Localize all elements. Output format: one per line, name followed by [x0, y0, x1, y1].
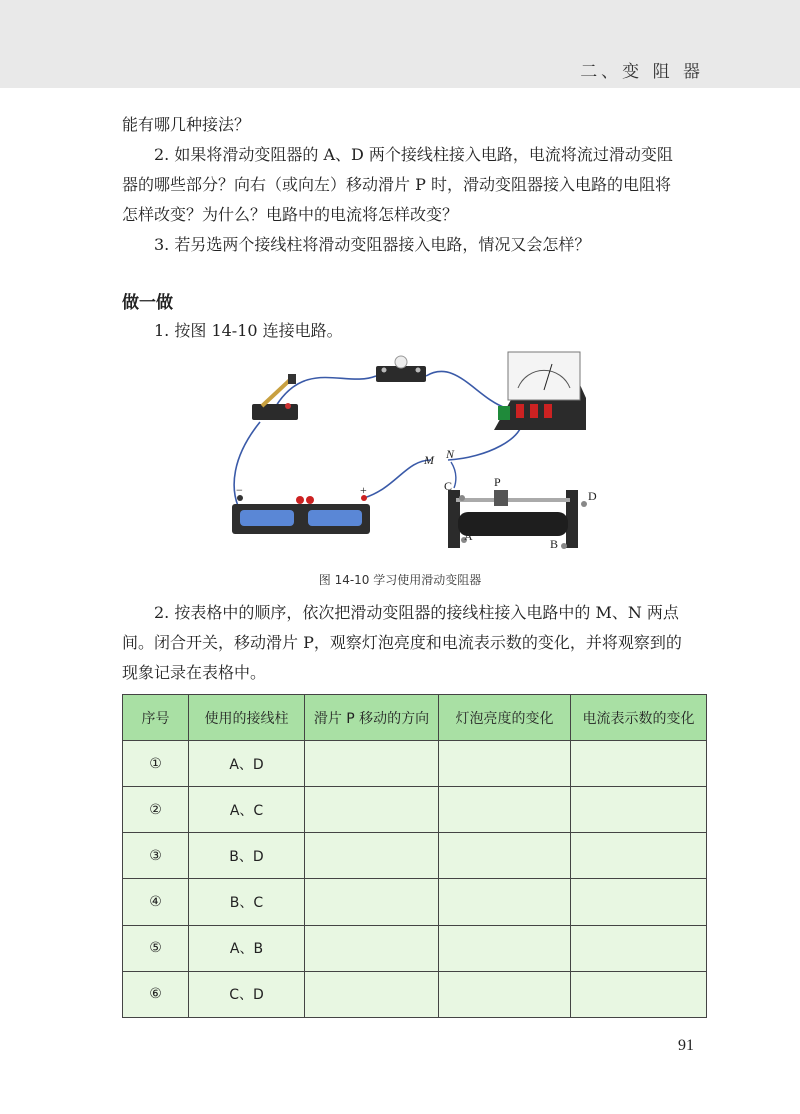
label-b: B — [550, 537, 559, 551]
empty-cell — [571, 787, 707, 833]
empty-cell — [439, 833, 571, 879]
label-m: M — [424, 453, 434, 467]
empty-cell — [439, 741, 571, 787]
observation-table — [122, 694, 707, 1018]
label-p: P — [494, 475, 501, 489]
row-number: ③ — [123, 833, 189, 879]
section-title: 做一做 — [122, 293, 173, 313]
row-number: ⑥ — [123, 971, 189, 1017]
empty-cell — [305, 833, 439, 879]
circuit-figure — [226, 348, 622, 560]
label-c: C — [444, 479, 453, 493]
table-row — [123, 879, 707, 925]
empty-cell — [571, 741, 707, 787]
table-row — [123, 787, 707, 833]
empty-cell — [439, 879, 571, 925]
empty-cell — [439, 787, 571, 833]
empty-cell — [439, 925, 571, 971]
battery-box — [232, 495, 370, 534]
empty-cell — [305, 741, 439, 787]
empty-cell — [305, 971, 439, 1017]
label-d: D — [588, 489, 597, 503]
figure-caption: 图 14-10 学习使用滑动变阻器 — [318, 573, 482, 587]
question-2: 2. 如果将滑动变阻器的 A、D 两个接线柱接入电路，电流将流过滑动变阻器的哪些部分？向右（或向左）移动滑片 P 时，滑动变阻器接入电路的电阻将怎样改变？为什么？电路中的电流将怎样改变？ — [122, 145, 673, 224]
step-1: 1. 按图 14-10 连接电路。 — [154, 321, 343, 340]
knife-switch — [252, 374, 298, 420]
header-number: 序号 — [123, 695, 189, 741]
empty-cell — [571, 879, 707, 925]
empty-cell — [305, 879, 439, 925]
page-number: 91 — [678, 1037, 694, 1054]
empty-cell — [571, 971, 707, 1017]
row-terminals: A、B — [189, 925, 305, 971]
header-ammeter-reading: 电流表示数的变化 — [571, 695, 707, 741]
row-terminals: B、D — [189, 833, 305, 879]
table-header-row — [123, 695, 707, 741]
lamp-holder — [376, 356, 426, 382]
label-a: A — [464, 529, 473, 543]
header-bulb-brightness: 灯泡亮度的变化 — [439, 695, 571, 741]
row-terminals: A、C — [189, 787, 305, 833]
empty-cell — [305, 787, 439, 833]
row-number: ① — [123, 741, 189, 787]
paragraph-continuation: 能有哪几种接法？ — [122, 115, 251, 134]
table-row — [123, 971, 707, 1017]
ammeter — [494, 352, 586, 430]
header-terminals: 使用的接线柱 — [189, 695, 305, 741]
chapter-title: 二、变 阻 器 — [580, 62, 704, 82]
empty-cell — [305, 925, 439, 971]
empty-cell — [571, 925, 707, 971]
step-2: 2. 按表格中的顺序，依次把滑动变阻器的接线柱接入电路中的 M、N 两点间。闭合开关，移动滑片 P，观察灯泡亮度和电流表示数的变化，并将观察到的现象记录在表格中。 — [122, 603, 682, 682]
row-number: ④ — [123, 879, 189, 925]
table-row — [123, 925, 707, 971]
empty-cell — [439, 971, 571, 1017]
label-plus: + — [360, 483, 367, 497]
page-header — [0, 0, 800, 88]
row-number: ⑤ — [123, 925, 189, 971]
row-number: ② — [123, 787, 189, 833]
label-n: N — [446, 447, 455, 461]
row-terminals: A、D — [189, 741, 305, 787]
header-slider-direction: 滑片 P 移动的方向 — [305, 695, 439, 741]
row-terminals: C、D — [189, 971, 305, 1017]
table-row — [123, 833, 707, 879]
table-row — [123, 741, 707, 787]
row-terminals: B、C — [189, 879, 305, 925]
label-minus: − — [236, 483, 243, 497]
question-3: 3. 若另选两个接线柱将滑动变阻器接入电路，情况又会怎样？ — [154, 235, 591, 254]
empty-cell — [571, 833, 707, 879]
